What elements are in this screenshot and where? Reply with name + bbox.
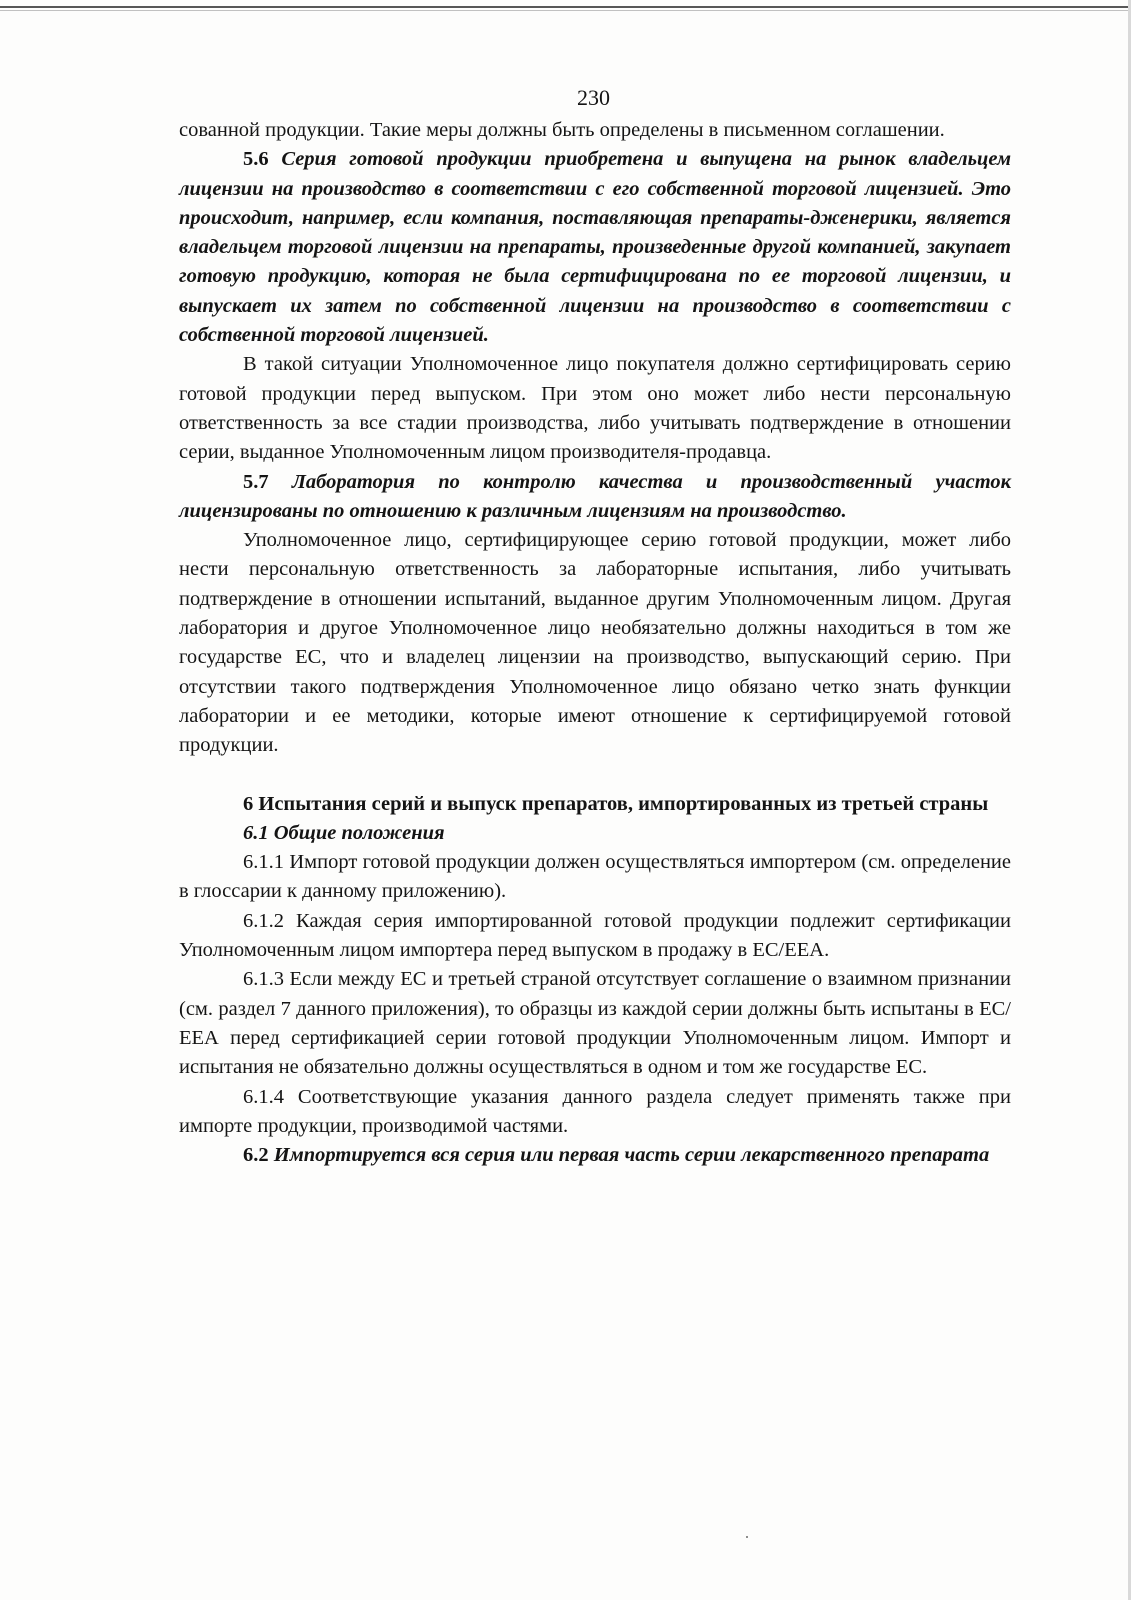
- paragraph-5-6: [179, 145, 1011, 350]
- section-spacer: [179, 761, 1011, 790]
- scan-speck: [746, 1536, 748, 1538]
- paragraph-continuation: сованной продукции. Такие меры должны быть определены в письменном соглашении.: [179, 119, 945, 141]
- paragraph-5-7: [179, 468, 1011, 527]
- paragraph-6-1-2: 6.1.2 Каждая серия импортированной готовой продукции подлежит сертификации Уполномоченным лицом импортера перед выпуском в продажу в ЕС/ЕЕА.: [179, 909, 1011, 962]
- paragraph-6-1-1: 6.1.1 Импорт готовой продукции должен осуществляться импортером (см. определение в глоссарии к данному приложению).: [179, 851, 1011, 903]
- clause-number: 5.7: [243, 470, 269, 493]
- page-number: 230: [577, 85, 610, 110]
- clause-heading-text: Лаборатория по контролю качества и производственный участок лицензированы по отношению к различным лицензиям на производство.: [179, 470, 1012, 522]
- clause-heading-text: Импортируется вся серия или первая часть серии лекарственного препарата: [273, 1144, 990, 1167]
- paragraph-6-2: [179, 1141, 1011, 1170]
- paragraph: В такой ситуации Уполномоченное лицо покупателя должно сертифицировать серию готовой продукции перед выпуском. При этом оно может либо нести персональную ответственность за все стадии производства, либо учитывать подтверждение в отношении серии, выданное Уполномоченным лицом производителя-продавца.: [179, 353, 1011, 464]
- document-body: [179, 116, 1011, 1170]
- subsection-heading-6-1: 6.1 Общие положения: [243, 821, 445, 844]
- paragraph-6-1-3: 6.1.3 Если между ЕС и третьей страной отсутствует соглашение о взаимном признании (см. раздел 7 данного приложения), то образцы из каждой серии должны быть испытаны в ЕС/ЕЕА перед сертификацией серии готовой продукции Уполномоченным лицом. Импорт и испытания не обязательно должны осуществляться в одном и том же государстве ЕС.: [179, 968, 1011, 1079]
- clause-number: 5.6: [243, 148, 269, 171]
- paragraph-6-1-4: 6.1.4 Соответствующие указания данного раздела следует применять также при импорте продукции, производимой частями.: [179, 1085, 1011, 1137]
- paragraph: Уполномоченное лицо, сертифицирующее серию готовой продукции, может либо нести персональную ответственность за лабораторные испытания, либо учитывать подтверждение в отношении испытаний, выданное другим Уполномоченным лицом. Другая лаборатория и другое Уполномоченное лицо необязательно должны находиться в том же государстве ЕС, что и владелец лицензии на производство, выпускающий серию. При отсутствии такого подтверждения Уполномоченное лицо обязано четко знать функции лаборатории и ее методики, которые имеют отношение к сертифицируемой готовой продукции.: [179, 529, 1011, 757]
- clause-number: 6.2: [243, 1144, 269, 1167]
- scan-edge-line: [0, 10, 1131, 11]
- section-heading-6: 6 Испытания серий и выпуск препаратов, импортированных из третьей страны: [243, 792, 989, 815]
- scan-edge-line: [0, 6, 1131, 8]
- clause-heading-text: Серия готовой продукции приобретена и выпущена на рынок владельцем лицензии на производство в соответствии с его собственной торговой лицензией. Это происходит, например, если компания, поставляющая препараты-дженерики, является владельцем торговой лицензии на препараты, произведенные другой компанией, закупает готовую продукцию, которая не была сертифицирована по ее торговой лицензии, и выпускает их затем по собственной лицензии на производство в соответствии с собственной торговой лицензией.: [179, 148, 1011, 347]
